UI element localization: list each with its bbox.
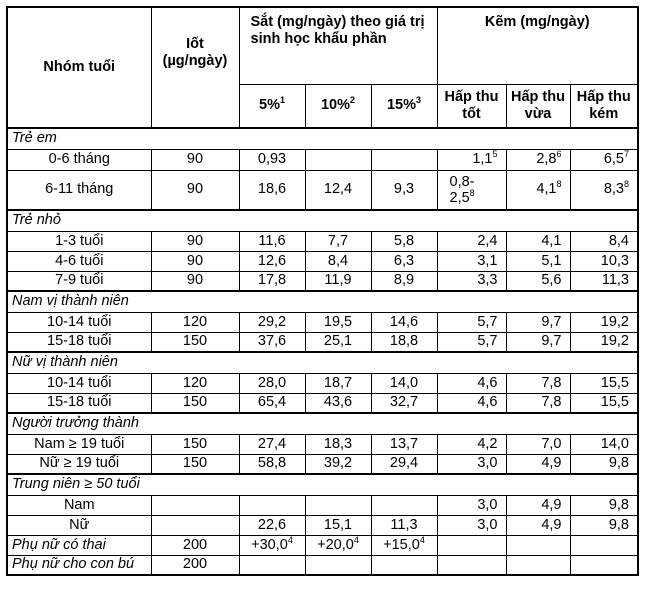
cell-value: 14,0 [600, 435, 629, 452]
table-cell [437, 271, 506, 291]
cell-value: 65,4 [257, 394, 287, 411]
cell-value: 15,1 [323, 516, 353, 533]
cell-value: 8,9 [393, 272, 415, 289]
cell-value: 10% [320, 97, 350, 114]
cell-value: 11,6 [258, 232, 286, 249]
table-cell [506, 271, 570, 291]
table-cell [570, 535, 638, 555]
table-cell [437, 251, 506, 271]
table-cell [305, 312, 371, 332]
table-row [7, 515, 638, 535]
footnote-marker: 6 [556, 149, 562, 159]
cell-value: 9,8 [608, 455, 629, 472]
cell-value: 4,9 [541, 455, 562, 472]
cell-value: 28,0 [257, 374, 287, 391]
table-cell [239, 393, 305, 413]
row-label: Nam ≥ 19 tuổi [7, 434, 151, 454]
table-row [7, 434, 638, 454]
table-cell [305, 555, 371, 575]
table-cell [371, 170, 437, 210]
nutrient-requirements-table [6, 6, 639, 576]
table-row [7, 271, 638, 291]
cell-value: 200 [182, 536, 208, 553]
row-label: 10-14 tuổi [7, 373, 151, 393]
group-label: Nam vị thành niên [7, 291, 638, 312]
table-cell [239, 271, 305, 291]
table-row [7, 312, 638, 332]
cell-value: 9,8 [608, 496, 629, 513]
cell-value: 3,0 [477, 455, 498, 472]
table-cell [305, 535, 371, 555]
table-cell [151, 555, 239, 575]
footnote-marker: 5 [492, 149, 498, 159]
cell-value: 2,4 [477, 232, 498, 249]
cell-value: 7,8 [541, 394, 562, 411]
cell-value: 18,8 [389, 333, 419, 350]
table-cell [371, 271, 437, 291]
row-label: Phụ nữ có thai [7, 535, 151, 555]
table-cell [239, 555, 305, 575]
table-cell [371, 373, 437, 393]
table-cell [151, 271, 239, 291]
cell-value: 6,3 [393, 252, 415, 269]
table-cell [570, 555, 638, 575]
table-cell [239, 312, 305, 332]
table-cell [570, 231, 638, 251]
table-cell [570, 251, 638, 271]
header-zinc-absorption: Hấp thu vừa [506, 84, 570, 128]
table-cell [506, 312, 570, 332]
group-label: Trẻ nhỏ [7, 210, 638, 231]
table-cell [371, 535, 437, 555]
table-row [7, 373, 638, 393]
row-label: 0-6 tháng [7, 149, 151, 170]
cell-value: 5,6 [541, 272, 562, 289]
table-cell [151, 251, 239, 271]
table-cell [239, 170, 305, 210]
table-cell [437, 231, 506, 251]
table-cell [305, 332, 371, 352]
cell-value: 90 [186, 232, 204, 249]
table-cell [506, 515, 570, 535]
cell-value: 150 [182, 333, 208, 350]
cell-value: 7,0 [541, 435, 562, 452]
table-cell [570, 332, 638, 352]
cell-value: 29,4 [389, 455, 419, 472]
table-cell [437, 535, 506, 555]
cell-value: 25,1 [323, 333, 353, 350]
table-cell [239, 332, 305, 352]
table-row [7, 332, 638, 352]
table-cell [151, 231, 239, 251]
table-cell [570, 149, 638, 170]
cell-value: 7,7 [327, 232, 349, 249]
cell-value: 0,8-2,5 [449, 173, 475, 206]
table-row [7, 495, 638, 515]
cell-value: 6,5 [603, 151, 624, 167]
header-iron-10pct [305, 84, 371, 128]
table-cell [570, 393, 638, 413]
table-cell [506, 535, 570, 555]
table-cell [305, 231, 371, 251]
cell-value: 12,4 [323, 181, 353, 198]
table-cell [371, 454, 437, 474]
header-age-group: Nhóm tuổi [7, 7, 151, 128]
cell-value: 120 [182, 374, 208, 391]
row-label: 15-18 tuổi [7, 393, 151, 413]
table-cell [437, 454, 506, 474]
table-cell [570, 271, 638, 291]
table-cell [506, 231, 570, 251]
group-label: Trẻ em [7, 128, 638, 149]
table-cell [151, 373, 239, 393]
row-label: Nam [7, 495, 151, 515]
cell-value: +20,0 [317, 536, 354, 553]
cell-value: 150 [182, 394, 208, 411]
cell-value: 15% [386, 97, 416, 114]
table-cell [506, 555, 570, 575]
table-cell [437, 170, 506, 210]
table-cell [305, 373, 371, 393]
group-row [7, 128, 638, 149]
cell-value: 4,9 [541, 516, 562, 533]
cell-value: 200 [182, 556, 208, 573]
cell-value: +30,0 [251, 536, 288, 553]
table-cell [570, 515, 638, 535]
cell-value: 5,1 [541, 252, 562, 269]
table-cell [239, 149, 305, 170]
cell-value: 5,8 [393, 232, 415, 249]
table-cell [506, 393, 570, 413]
cell-value: 29,2 [257, 313, 287, 330]
table-cell [239, 454, 305, 474]
table-cell [305, 149, 371, 170]
cell-value: 11,3 [601, 272, 629, 289]
cell-value: 9,7 [541, 333, 562, 350]
table-cell [371, 555, 437, 575]
table-cell [371, 434, 437, 454]
footnote-marker: 7 [623, 149, 629, 159]
row-label: 6-11 tháng [7, 170, 151, 210]
cell-value: 8,3 [603, 181, 624, 198]
cell-value: 10,3 [600, 252, 629, 269]
cell-value: 3,3 [477, 272, 498, 289]
row-label: 1-3 tuổi [7, 231, 151, 251]
table-cell [437, 149, 506, 170]
cell-value: 39,2 [323, 455, 353, 472]
group-row [7, 352, 638, 373]
table-cell [151, 149, 239, 170]
cell-value: 9,3 [393, 181, 415, 198]
table-cell [437, 434, 506, 454]
cell-value: 11,3 [390, 516, 418, 533]
cell-value: 58,8 [257, 455, 287, 472]
group-label: Nữ vị thành niên [7, 352, 638, 373]
header-zinc: Kẽm (mg/ngày) [437, 7, 638, 84]
cell-value: 150 [182, 455, 208, 472]
table-cell [506, 170, 570, 210]
table-cell [437, 495, 506, 515]
table-cell [570, 434, 638, 454]
header-iron: Sắt (mg/ngày) theo giá trị sinh học khẩu phần [239, 7, 437, 84]
table-cell [371, 332, 437, 352]
cell-value: 4,9 [541, 496, 562, 513]
table-row [7, 170, 638, 210]
header-iodine: Iốt (µg/ngày) [151, 7, 239, 128]
cell-value: 7,8 [541, 374, 562, 391]
table-row [7, 535, 638, 555]
table-cell [506, 454, 570, 474]
cell-value: 5,7 [477, 313, 498, 330]
cell-value: 18,6 [257, 181, 287, 198]
footnote-marker: 3 [416, 95, 422, 106]
row-label: Nữ ≥ 19 tuổi [7, 454, 151, 474]
cell-value: 37,6 [257, 333, 287, 350]
table-cell [506, 149, 570, 170]
cell-value: 13,7 [389, 435, 419, 452]
cell-value: 1,1 [472, 151, 493, 167]
table-cell [305, 393, 371, 413]
table-cell [305, 515, 371, 535]
cell-value: 4,6 [477, 374, 498, 391]
table-cell [239, 535, 305, 555]
table-cell [506, 332, 570, 352]
cell-value: 90 [186, 181, 204, 198]
cell-value: 17,8 [257, 272, 287, 289]
table-cell [151, 170, 239, 210]
cell-value: 8,4 [327, 252, 349, 269]
table-cell [305, 170, 371, 210]
table-cell [437, 515, 506, 535]
cell-value: 4,1 [536, 181, 557, 198]
table-row [7, 555, 638, 575]
cell-value: 19,5 [323, 313, 353, 330]
table-cell [570, 373, 638, 393]
table-cell [151, 434, 239, 454]
cell-value: 9,7 [541, 313, 562, 330]
table-cell [437, 373, 506, 393]
table-cell [506, 373, 570, 393]
table-cell [437, 555, 506, 575]
table-cell [437, 312, 506, 332]
cell-value: 19,2 [600, 333, 629, 350]
row-label: 4-6 tuổi [7, 251, 151, 271]
cell-value: 8,4 [608, 232, 629, 249]
cell-value: 3,0 [477, 516, 498, 533]
table-cell [239, 231, 305, 251]
footnote-marker: 8 [556, 179, 562, 190]
footnote-marker: 4 [353, 534, 359, 545]
cell-value: 27,4 [257, 435, 287, 452]
cell-value: 4,2 [477, 435, 498, 452]
cell-value: 19,2 [600, 313, 629, 330]
cell-value: 90 [186, 252, 204, 269]
table-row [7, 231, 638, 251]
table-cell [151, 495, 239, 515]
group-row [7, 413, 638, 434]
header-zinc-absorption: Hấp thu tốt [437, 84, 506, 128]
cell-value: 18,3 [323, 435, 353, 452]
cell-value: 22,6 [257, 516, 287, 533]
table-cell [239, 373, 305, 393]
footnote-marker: 4 [419, 534, 425, 545]
table-cell [371, 312, 437, 332]
row-label: 7-9 tuổi [7, 271, 151, 291]
table-cell [371, 393, 437, 413]
footnote-marker: 2 [350, 95, 356, 106]
table-cell [305, 495, 371, 515]
table-cell [305, 251, 371, 271]
table-cell [239, 251, 305, 271]
group-label: Người trưởng thành [7, 413, 638, 434]
table-row [7, 454, 638, 474]
table-cell [371, 149, 437, 170]
table-cell [239, 495, 305, 515]
table-cell [239, 434, 305, 454]
table-cell [437, 393, 506, 413]
cell-value: 12,6 [257, 252, 287, 269]
table-cell [305, 454, 371, 474]
table-cell [151, 393, 239, 413]
cell-value: 2,8 [536, 151, 557, 167]
header-zinc-absorption: Hấp thu kém [570, 84, 638, 128]
cell-value: 14,0 [389, 374, 419, 391]
table-cell [151, 332, 239, 352]
cell-value: 5,7 [477, 333, 498, 350]
footnote-marker: 1 [279, 95, 285, 106]
cell-value: 15,5 [600, 394, 629, 411]
table-row [7, 251, 638, 271]
cell-value: 4,6 [477, 394, 498, 411]
row-label: Nữ [7, 515, 151, 535]
row-label: 10-14 tuổi [7, 312, 151, 332]
cell-value: 15,5 [600, 374, 629, 391]
cell-value: 9,8 [608, 516, 629, 533]
cell-value: 18,7 [323, 374, 353, 391]
cell-value: +15,0 [383, 536, 420, 553]
table-cell [570, 454, 638, 474]
table-cell [570, 312, 638, 332]
footnote-marker: 8 [623, 179, 629, 190]
cell-value: 11,9 [324, 272, 352, 289]
table-cell [151, 515, 239, 535]
footnote-marker: 4 [287, 534, 293, 545]
cell-value: 150 [182, 435, 208, 452]
table-cell [151, 312, 239, 332]
table-cell [506, 251, 570, 271]
cell-value: 3,1 [477, 252, 498, 269]
cell-value: 0,93 [257, 151, 287, 167]
table-cell [239, 515, 305, 535]
table-cell [506, 495, 570, 515]
header-iron-15pct [371, 84, 437, 128]
cell-value: 43,6 [323, 394, 353, 411]
table-cell [151, 454, 239, 474]
table-cell [437, 332, 506, 352]
table-cell [305, 434, 371, 454]
cell-value: 14,6 [389, 313, 419, 330]
table-cell [506, 434, 570, 454]
table-cell [570, 170, 638, 210]
row-label: 15-18 tuổi [7, 332, 151, 352]
group-label: Trung niên ≥ 50 tuổi [7, 474, 638, 495]
cell-value: 5% [259, 97, 280, 114]
cell-value: 4,1 [541, 232, 562, 249]
cell-value: 3,0 [477, 496, 498, 513]
header-iron-5pct [239, 84, 305, 128]
cell-value: 90 [186, 151, 204, 167]
row-label: Phụ nữ cho con bú [7, 555, 151, 575]
footnote-marker: 8 [469, 187, 475, 198]
cell-value: 32,7 [389, 394, 419, 411]
group-row [7, 210, 638, 231]
table-cell [570, 495, 638, 515]
cell-value: 120 [182, 313, 208, 330]
table-cell [371, 251, 437, 271]
cell-value: 90 [186, 272, 204, 289]
table-cell [371, 231, 437, 251]
table-row [7, 149, 638, 170]
group-row [7, 291, 638, 312]
table-cell [371, 515, 437, 535]
group-row [7, 474, 638, 495]
table-cell [151, 535, 239, 555]
table-cell [371, 495, 437, 515]
table-cell [305, 271, 371, 291]
table-row [7, 393, 638, 413]
